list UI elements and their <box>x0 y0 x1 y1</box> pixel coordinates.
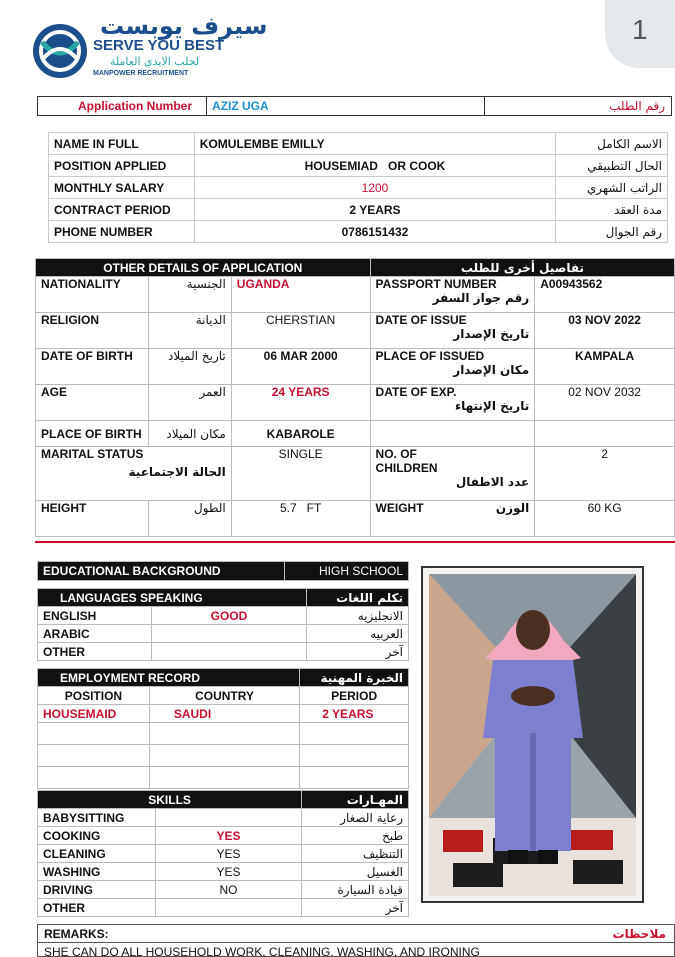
weight-value: 60 KG <box>535 501 675 537</box>
table-row <box>38 589 409 607</box>
country-header: COUNTRY <box>149 687 299 705</box>
table-row <box>36 385 675 421</box>
religion-label: RELIGION <box>36 313 149 349</box>
table-row <box>49 155 668 177</box>
table-row <box>49 199 668 221</box>
height-label-ar: الطول <box>148 501 231 537</box>
period-header: PERIOD <box>300 687 409 705</box>
arabic-value <box>151 625 306 643</box>
other-details-table <box>35 258 675 537</box>
passport-label-cell <box>370 277 535 313</box>
issue-date-label-ar: تاريخ الإصدار <box>453 327 530 341</box>
place-issued-label: PLACE OF ISSUED <box>375 349 485 363</box>
nationality-value: UGANDA <box>231 277 370 313</box>
table-row <box>36 277 675 313</box>
empty-cell <box>149 723 299 745</box>
empty-cell <box>535 421 675 447</box>
page-number: 1 <box>632 14 648 45</box>
exp-date-label: DATE OF EXP. <box>375 385 457 399</box>
empty-cell <box>370 421 535 447</box>
empty-cell <box>38 723 150 745</box>
table-row <box>38 899 409 917</box>
marital-label-cell <box>36 447 232 501</box>
remarks-label-ar: ملاحظات <box>612 927 666 941</box>
arabic-label: ARABIC <box>38 625 152 643</box>
children-label-cell <box>370 447 535 501</box>
employment-title-ar: الخبرة المهنية <box>300 669 409 687</box>
education-label: EDUCATIONAL BACKGROUND <box>38 562 285 581</box>
contract-value: 2 YEARS <box>194 199 555 221</box>
babysitting-value <box>155 809 301 827</box>
cleaning-label: CLEANING <box>38 845 156 863</box>
contract-label: CONTRACT PERIOD <box>49 199 195 221</box>
contract-label-ar: مدة العقد <box>556 199 668 221</box>
weight-label: WEIGHT <box>375 501 424 515</box>
washing-value: YES <box>155 863 301 881</box>
issue-date-label-cell <box>370 313 535 349</box>
divider <box>38 942 674 943</box>
education-table <box>37 561 409 581</box>
remarks-text: SHE CAN DO ALL HOUSEHOLD WORK, CLEANING, WASHING, AND IRONING <box>44 945 480 957</box>
marital-label: MARITAL STATUS <box>41 447 144 461</box>
divider <box>35 541 675 543</box>
table-row <box>38 687 409 705</box>
empty-cell <box>300 767 409 789</box>
religion-label-ar: الديانة <box>148 313 231 349</box>
table-row <box>38 845 409 863</box>
cleaning-label-ar: التنظيف <box>302 845 409 863</box>
table-row <box>38 723 409 745</box>
other-skill-value <box>155 899 301 917</box>
english-label: ENGLISH <box>38 607 152 625</box>
age-label: AGE <box>36 385 149 421</box>
application-number-label-ar: رقم الطلب <box>609 99 665 113</box>
english-label-ar: الانجليزيه <box>307 607 409 625</box>
place-issued-value: KAMPALA <box>535 349 675 385</box>
arabic-label-ar: العربيه <box>307 625 409 643</box>
logo-arabic-subtext: لجلب الايدي العاملة <box>110 55 200 68</box>
table-row <box>49 133 668 155</box>
nationality-label: NATIONALITY <box>36 277 149 313</box>
table-row <box>38 881 409 899</box>
babysitting-label-ar: رعاية الصغار <box>302 809 409 827</box>
salary-value: 1200 <box>194 177 555 199</box>
passport-value: A00943562 <box>535 277 675 313</box>
skills-title: SKILLS <box>38 791 302 809</box>
washing-label-ar: الغسيل <box>302 863 409 881</box>
other-details-title-ar: تفاصيل أخرى للطلب <box>370 259 674 277</box>
table-row <box>36 313 675 349</box>
table-row <box>38 705 409 723</box>
other-skill-label-ar: آخر <box>302 899 409 917</box>
logo-english-text: SERVE YOU BEST <box>93 37 225 54</box>
table-row <box>38 562 409 581</box>
washing-label: WASHING <box>38 863 156 881</box>
cooking-label: COOKING <box>38 827 156 845</box>
birth-place-label: PLACE OF BIRTH <box>36 421 149 447</box>
languages-title: LANGUAGES SPEAKING <box>38 589 307 607</box>
issue-date-value: 03 NOV 2022 <box>535 313 675 349</box>
table-row <box>36 349 675 385</box>
children-label-ar: عدد الاطفال <box>455 475 530 489</box>
table-row <box>36 501 675 537</box>
name-value: KOMULEMBE EMILLY <box>194 133 555 155</box>
skills-table <box>37 790 409 917</box>
phone-label: PHONE NUMBER <box>49 221 195 243</box>
table-row <box>38 669 409 687</box>
english-value: GOOD <box>151 607 306 625</box>
weight-label-cell <box>370 501 535 537</box>
table-row <box>38 767 409 789</box>
other-language-label-ar: آخر <box>307 643 409 661</box>
table-row <box>36 421 675 447</box>
position-label-ar: الحال التطبيقي <box>556 155 668 177</box>
remarks-label: REMARKS: <box>44 927 109 941</box>
table-row <box>38 809 409 827</box>
education-value: HIGH SCHOOL <box>284 562 408 581</box>
languages-table <box>37 588 409 661</box>
dob-label-ar: تاريخ الميلاد <box>148 349 231 385</box>
other-details-title: OTHER DETAILS OF APPLICATION <box>36 259 371 277</box>
employment-position: HOUSEMAID <box>38 705 150 723</box>
passport-label-ar: رقم جواز السفر <box>432 291 530 305</box>
table-row <box>38 745 409 767</box>
exp-date-label-cell <box>370 385 535 421</box>
height-label: HEIGHT <box>36 501 149 537</box>
salary-label: MONTHLY SALARY <box>49 177 195 199</box>
exp-date-label-ar: تاريخ الإنتهاء <box>454 399 530 413</box>
religion-value: CHERSTIAN <box>231 313 370 349</box>
other-language-value <box>151 643 306 661</box>
phone-value: 0786151432 <box>194 221 555 243</box>
empty-cell <box>149 767 299 789</box>
logo-subtitle: MANPOWER RECRUITMENT <box>93 70 189 77</box>
logo-arabic-text: سيرف يوبست <box>100 12 268 40</box>
children-value: 2 <box>535 447 675 501</box>
other-details-header <box>36 259 675 277</box>
employment-period: 2 YEARS <box>300 705 409 723</box>
skills-title-ar: المهـارات <box>302 791 409 809</box>
empty-cell <box>300 723 409 745</box>
cleaning-value: YES <box>155 845 301 863</box>
position-value: HOUSEMIAD OR COOK <box>194 155 555 177</box>
table-row <box>36 447 675 501</box>
birth-place-value: KABAROLE <box>231 421 370 447</box>
position-label: POSITION APPLIED <box>49 155 195 177</box>
other-language-label: OTHER <box>38 643 152 661</box>
age-value: 24 YEARS <box>231 385 370 421</box>
position-header: POSITION <box>38 687 150 705</box>
empty-cell <box>300 745 409 767</box>
employment-table <box>37 668 409 789</box>
table-row <box>49 221 668 243</box>
table-row <box>38 827 409 845</box>
applicant-photo-image <box>423 568 642 901</box>
remarks-section <box>37 924 675 957</box>
empty-cell <box>149 745 299 767</box>
basic-info-table <box>48 132 668 243</box>
employment-country: SAUDI <box>149 705 299 723</box>
name-label: NAME IN FULL <box>49 133 195 155</box>
cooking-label-ar: طبخ <box>302 827 409 845</box>
table-row <box>38 643 409 661</box>
salary-label-ar: الراتب الشهري <box>556 177 668 199</box>
applicant-photo <box>421 566 644 903</box>
application-number-value: AZIZ UGA <box>212 99 269 113</box>
table-row <box>38 863 409 881</box>
table-row <box>38 625 409 643</box>
babysitting-label: BABYSITTING <box>38 809 156 827</box>
place-issued-label-cell <box>370 349 535 385</box>
other-skill-label: OTHER <box>38 899 156 917</box>
issue-date-label: DATE OF ISSUE <box>375 313 467 327</box>
nationality-label-ar: الجنسية <box>148 277 231 313</box>
age-label-ar: العمر <box>148 385 231 421</box>
cooking-value: YES <box>155 827 301 845</box>
marital-label-ar: الحالة الاجتماعية <box>128 465 226 479</box>
phone-label-ar: رقم الجوال <box>556 221 668 243</box>
company-logo-icon <box>30 22 90 80</box>
table-row <box>38 607 409 625</box>
children-label: NO. OF CHILDREN <box>375 447 438 475</box>
driving-label: DRIVING <box>38 881 156 899</box>
name-label-ar: الاسم الكامل <box>556 133 668 155</box>
table-row <box>49 177 668 199</box>
height-value: 5.7 FT <box>231 501 370 537</box>
weight-label-ar: الوزن <box>495 501 530 515</box>
dob-value: 06 MAR 2000 <box>231 349 370 385</box>
empty-cell <box>38 767 150 789</box>
driving-value: NO <box>155 881 301 899</box>
empty-cell <box>38 745 150 767</box>
birth-place-label-ar: مكان الميلاد <box>148 421 231 447</box>
driving-label-ar: قيادة السيارة <box>302 881 409 899</box>
exp-date-value: 02 NOV 2032 <box>535 385 675 421</box>
marital-value: SINGLE <box>231 447 370 501</box>
dob-label: DATE OF BIRTH <box>36 349 149 385</box>
passport-label: PASSPORT NUMBER <box>375 277 497 291</box>
application-number-row <box>37 96 672 116</box>
employment-title: EMPLOYMENT RECORD <box>38 669 300 687</box>
application-number-label: Application Number <box>78 99 193 113</box>
languages-title-ar: تكلم اللغات <box>307 589 409 607</box>
table-row <box>38 791 409 809</box>
place-issued-label-ar: مكان الإصدار <box>453 363 530 377</box>
